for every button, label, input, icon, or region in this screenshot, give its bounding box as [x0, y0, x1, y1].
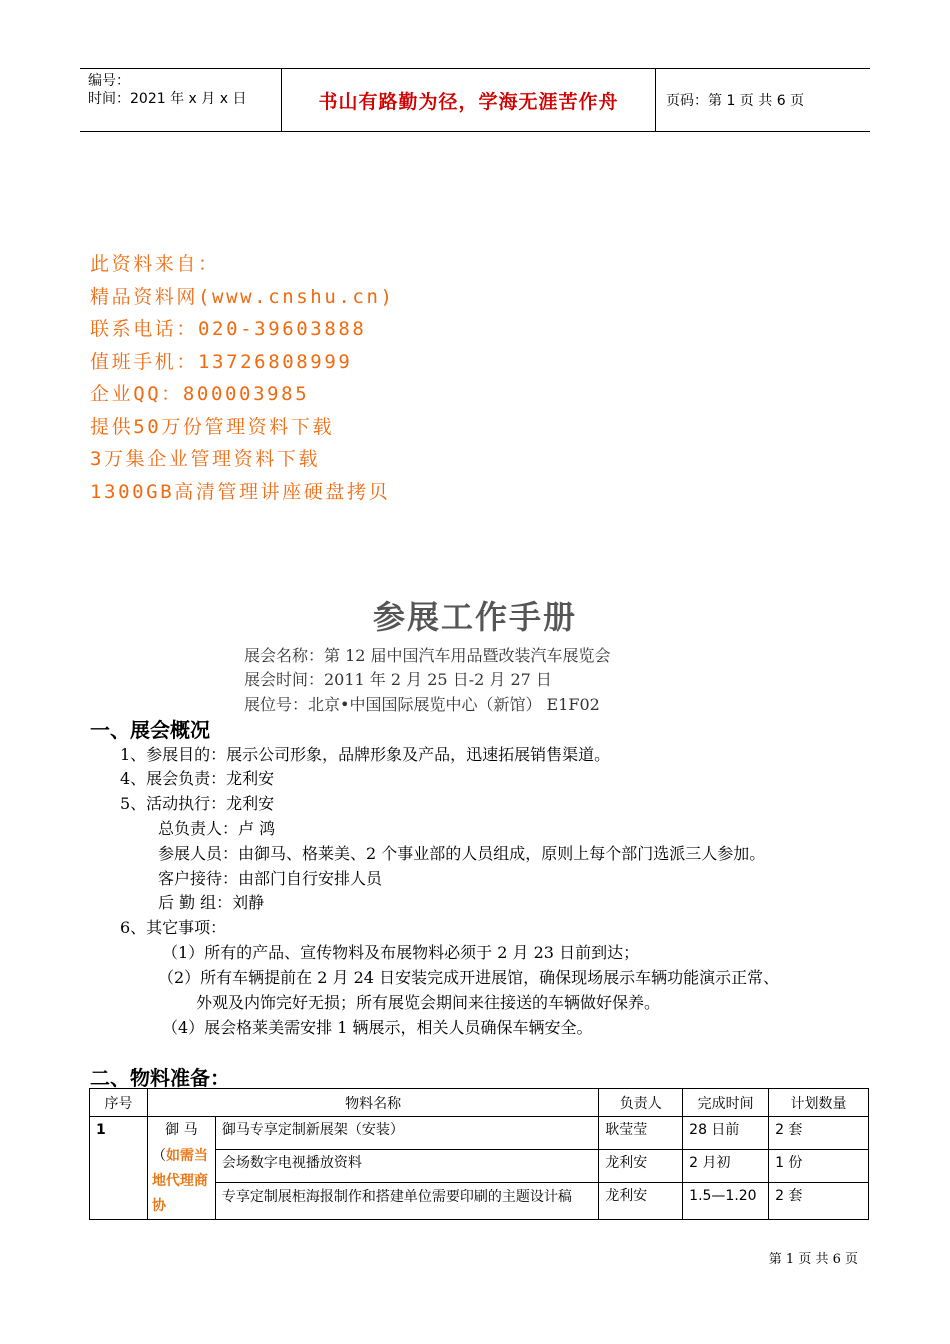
item-qty: 1 份: [769, 1149, 869, 1182]
expo-name: 展会名称：第 12 届中国汽车用品暨改装汽车展览会: [244, 646, 611, 665]
item-time: 28 日前: [683, 1117, 769, 1150]
source-line: 精品资料网(www.cnshu.cn): [90, 285, 395, 308]
source-line: 联系电话：020-39603888: [90, 318, 367, 340]
date-label: 时间：2021 年 x 月 x 日: [88, 91, 247, 107]
group-note-paren: （: [151, 1148, 166, 1164]
page-footer: 第 1 页 共 6 页: [768, 1252, 858, 1267]
overview-line: 后 勤 组：刘静: [158, 893, 265, 912]
item-qty: 2 套: [769, 1182, 869, 1219]
col-header-item: 物料名称: [147, 1089, 598, 1117]
item-time: 2 月初: [683, 1149, 769, 1182]
document-title: 参展工作手册: [372, 598, 577, 636]
col-header-time: 完成时间: [683, 1089, 769, 1117]
overview-line: 总负责人：卢 鸿: [158, 819, 276, 838]
item-time: 1.5—1.20: [683, 1182, 769, 1219]
overview-line: 客户接待：由部门自行安排人员: [158, 869, 383, 888]
group-note: 如需当地代理商协: [151, 1148, 208, 1214]
source-line: 此资料来自：: [90, 253, 220, 275]
overview-line: 6、其它事项：: [120, 918, 227, 937]
overview-line: 1、参展目的：展示公司形象，品牌形象及产品，迅速拓展销售渠道。: [120, 745, 611, 764]
overview-line: 外观及内饰完好无损；所有展览会期间来往接送的车辆做好保养。: [196, 993, 661, 1012]
item-name: 会场数字电视播放资料: [215, 1149, 598, 1182]
overview-line: （2）所有车辆提前在 2 月 24 日安装完成开进展馆，确保现场展示车辆功能演示正常、: [158, 968, 780, 987]
col-header-owner: 负责人: [599, 1089, 683, 1117]
section2-heading: 二、物料准备：: [90, 1066, 230, 1090]
source-info: [90, 248, 395, 508]
booth-number: 展位号：北京•中国国际展览中心（新馆） E1F02: [244, 695, 600, 714]
materials-table: [89, 1088, 869, 1220]
col-header-no: 序号: [90, 1089, 148, 1117]
motto: 书山有路勤为径，学海无涯苦作舟: [282, 69, 656, 131]
expo-time: 展会时间：2011 年 2 月 25 日-2 月 27 日: [244, 670, 552, 689]
item-owner: 龙利安: [599, 1182, 683, 1219]
table-row: [90, 1117, 869, 1150]
group-name: 御 马: [165, 1122, 198, 1138]
overview-line: （4）展会格莱美需安排 1 辆展示，相关人员确保车辆安全。: [162, 1018, 593, 1037]
group-note-block: [152, 1144, 211, 1219]
col-header-qty: 计划数量: [769, 1089, 869, 1117]
item-owner: 耿莹莹: [599, 1117, 683, 1150]
source-line: 值班手机：13726808999: [90, 350, 353, 373]
item-name: 专享定制展柜海报制作和搭建单位需要印刷的主题设计稿: [215, 1182, 598, 1219]
item-name: 御马专享定制新展架（安装）: [215, 1117, 598, 1150]
item-owner: 龙利安: [599, 1149, 683, 1182]
source-line: 3万集企业管理资料下载: [90, 448, 321, 470]
overview-line: 5、活动执行：龙利安: [120, 794, 275, 813]
number-label: 编号：: [88, 73, 130, 89]
source-line: 提供50万份管理资料下载: [90, 415, 335, 438]
item-qty: 2 套: [769, 1117, 869, 1150]
row-number: 1: [90, 1117, 148, 1220]
header-meta-cell: [80, 69, 282, 131]
document-header: [80, 68, 870, 132]
section1-heading: 一、展会概况: [90, 718, 210, 742]
overview-line: （1）所有的产品、宣传物料及布展物料必须于 2 月 23 日前到达；: [162, 943, 640, 962]
source-line: 1300GB高清管理讲座硬盘拷贝: [90, 480, 391, 503]
source-line: 企业QQ：800003985: [90, 383, 310, 405]
table-header-row: [90, 1089, 869, 1117]
group-cell: [147, 1117, 215, 1220]
page-label: 页码：第 1 页 共 6 页: [666, 93, 805, 109]
overview-line: 4、展会负责：龙利安: [120, 769, 275, 788]
overview-line: 参展人员：由御马、格莱美、2 个事业部的人员组成，原则上每个部门选派三人参加。: [158, 844, 766, 863]
